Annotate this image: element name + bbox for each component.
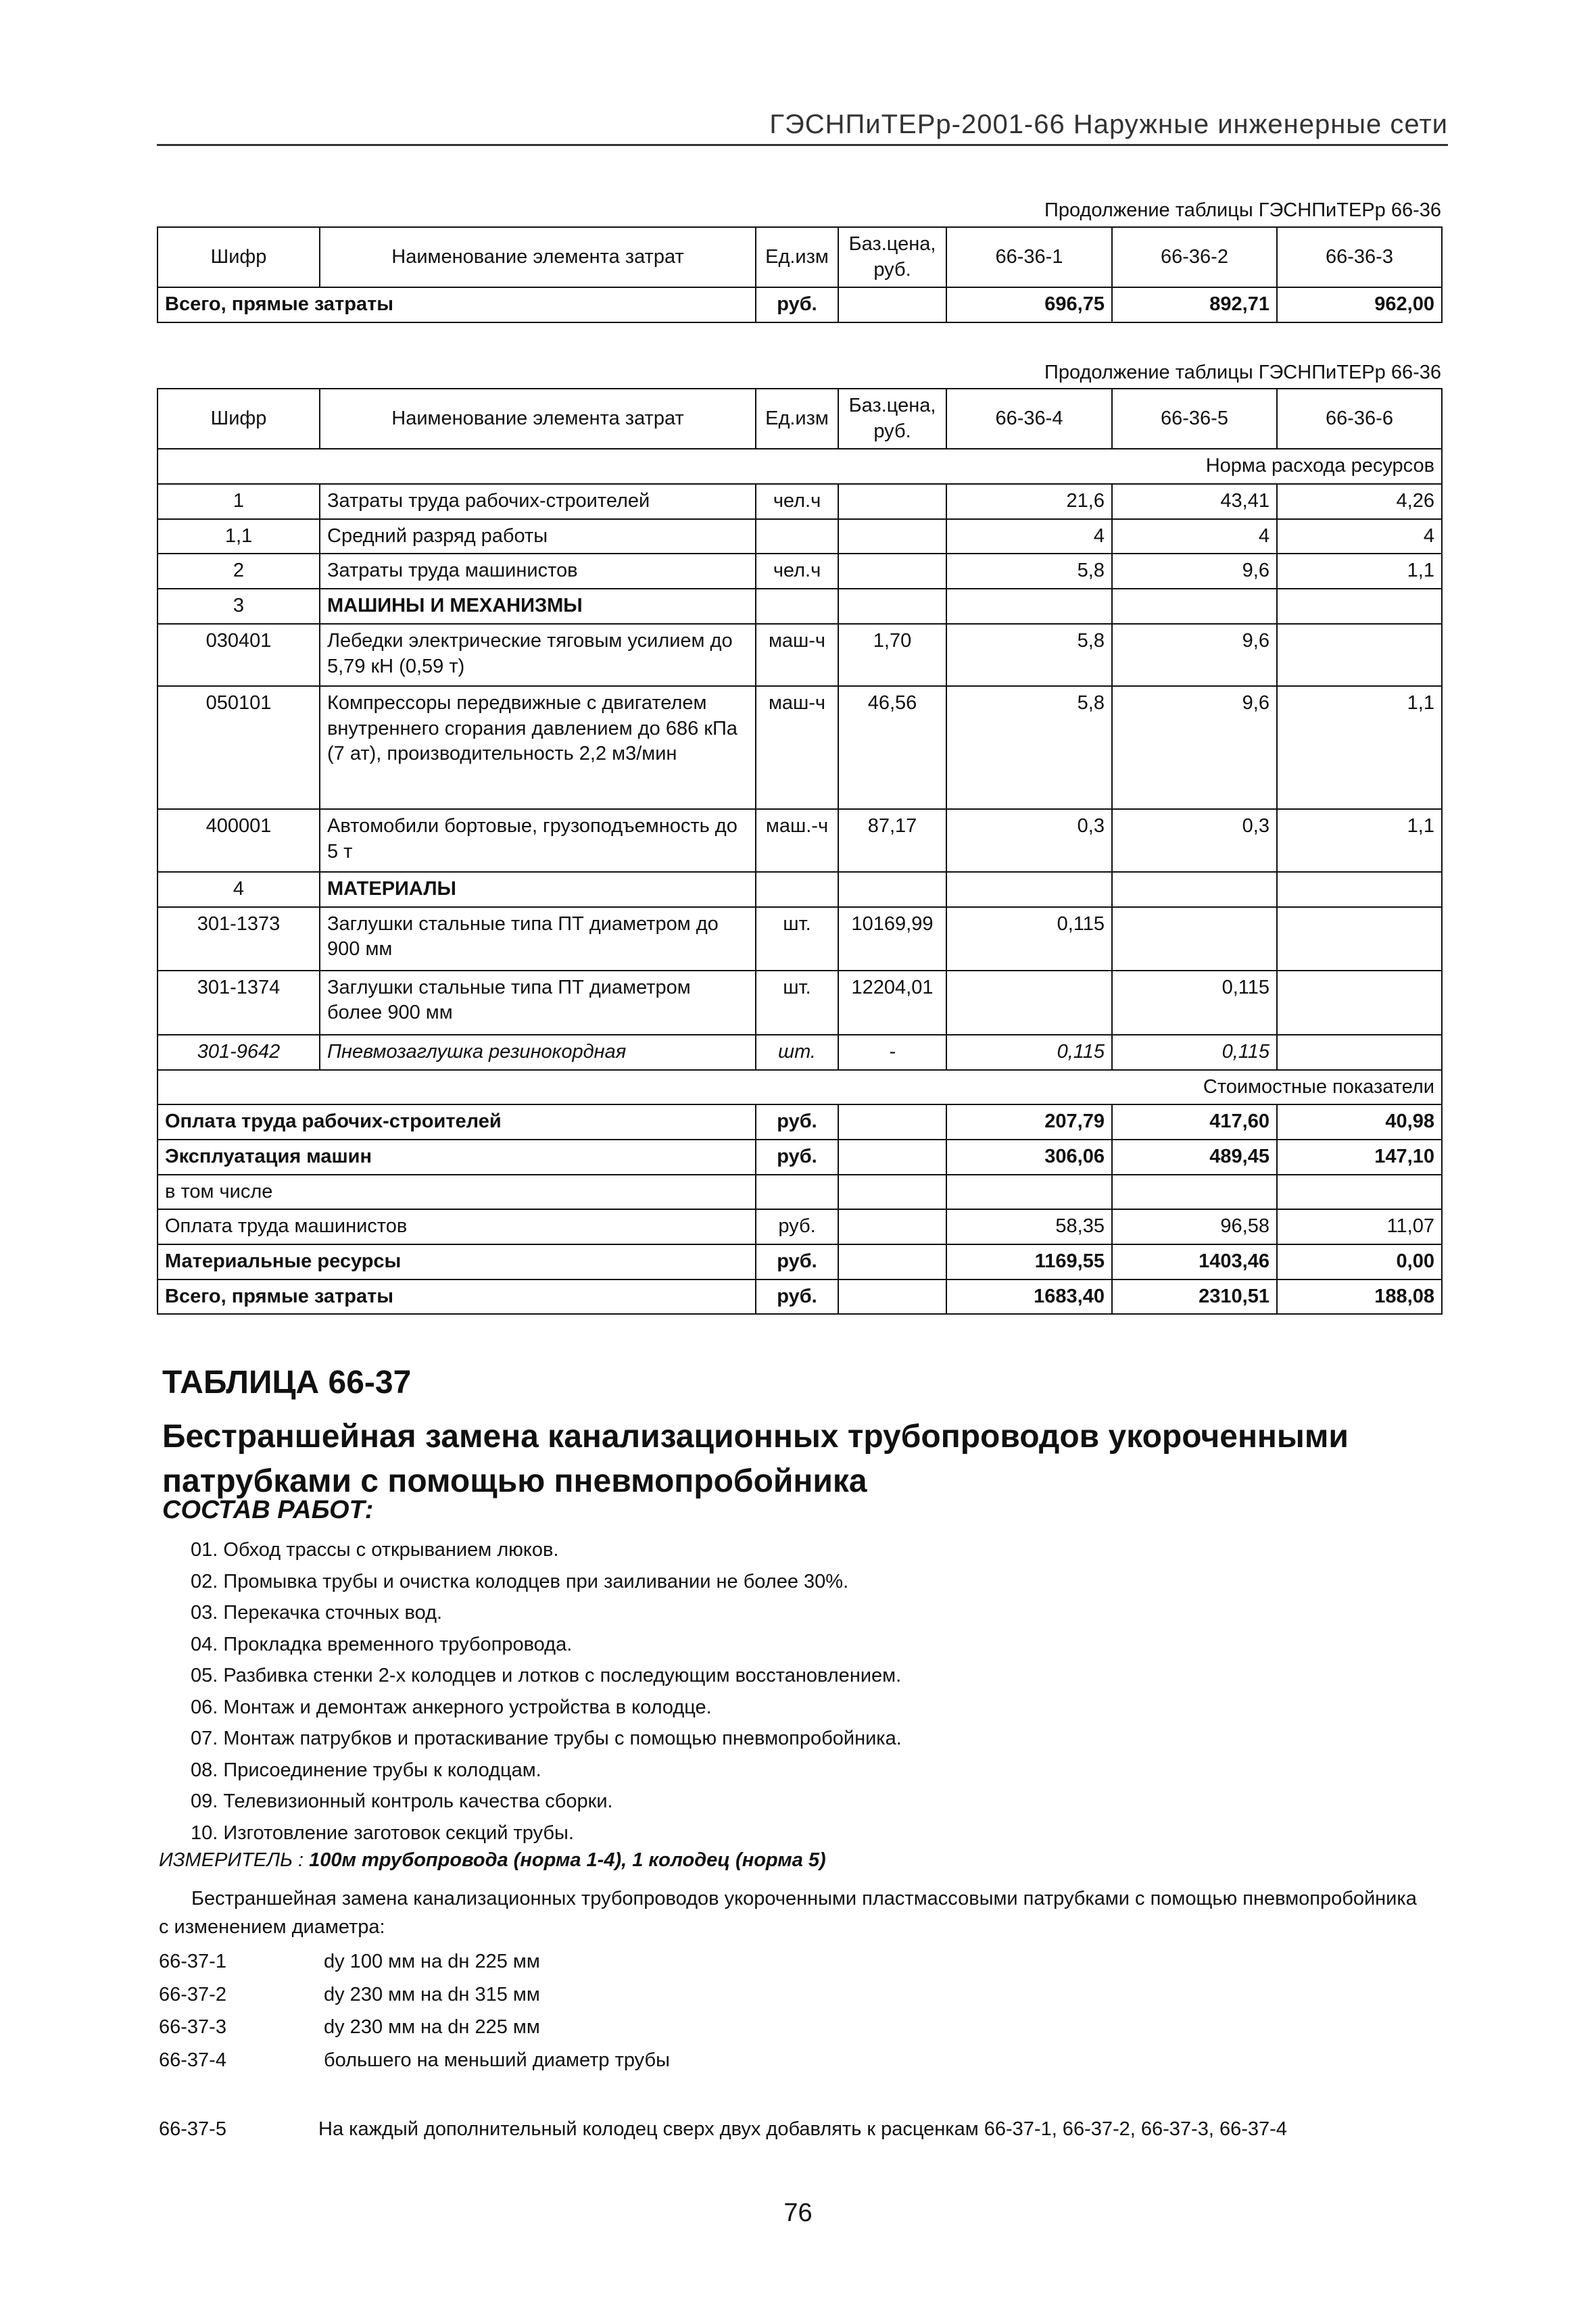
- resource-price: -: [838, 1035, 946, 1070]
- resource-name: МАТЕРИАЛЫ: [320, 872, 756, 907]
- resource-v3: [1277, 907, 1442, 971]
- resource-v3: 4: [1277, 519, 1442, 554]
- resource-v3: [1277, 1035, 1442, 1070]
- table1: [157, 226, 1443, 323]
- resource-unit: чел.ч: [756, 554, 838, 589]
- resource-price: 12204,01: [838, 971, 946, 1035]
- measure: [159, 1849, 826, 1872]
- cost-v3: 0,00: [1277, 1244, 1442, 1280]
- code-text: dy 230 мм на dн 225 мм: [324, 2016, 540, 2038]
- resource-name: Затраты труда машинистов: [320, 554, 756, 589]
- resource-v2: 0,115: [1112, 971, 1277, 1035]
- resource-v1: 21,6: [946, 484, 1112, 519]
- cost-label-cell: Оплата труда машинистов: [158, 1209, 756, 1244]
- total-price: [838, 287, 946, 322]
- resource-code: 4: [158, 872, 320, 907]
- code-id: 66-37-3: [159, 2016, 226, 2038]
- resource-row: [158, 624, 1442, 686]
- resource-v2: 9,6: [1112, 554, 1277, 589]
- resource-unit: [756, 872, 838, 907]
- cost-price: [838, 1175, 946, 1210]
- cost-price: [838, 1280, 946, 1315]
- work-item: 09. Телевизионный контроль качества сборки.: [191, 1790, 613, 1812]
- cost-v2: [1112, 1175, 1277, 1210]
- resource-code: 301-1373: [158, 907, 320, 971]
- code-text: dy 230 мм на dн 315 мм: [324, 1983, 540, 2005]
- resource-v1: [946, 971, 1112, 1035]
- resource-v2: 4: [1112, 519, 1277, 554]
- resource-v2: [1112, 589, 1277, 624]
- page-number: 76: [783, 2199, 813, 2227]
- col-price-header: Баз.цена, руб.: [838, 227, 946, 287]
- resource-row: [158, 686, 1442, 809]
- table1-header-row: [158, 227, 1442, 287]
- extra-code: 66-37-5: [159, 2118, 226, 2140]
- code-row: [159, 1945, 670, 1978]
- cost-label-cell: Эксплуатация машин: [158, 1140, 756, 1175]
- resource-unit: шт.: [756, 1035, 838, 1070]
- code-row: [159, 2011, 670, 2044]
- cost-v3: 11,07: [1277, 1209, 1442, 1244]
- cost-unit: [756, 1175, 838, 1210]
- works-heading: СОСТАВ РАБОТ:: [162, 1496, 374, 1524]
- table2-header-row: [158, 389, 1442, 449]
- resource-name: Лебедки электрические тяговым усилием до 5,79 кН (0,59 т): [320, 624, 756, 686]
- resource-name: Заглушки стальные типа ПТ диаметром до 900 мм: [320, 907, 756, 971]
- cost-v1: 58,35: [946, 1209, 1112, 1244]
- resource-row: [158, 971, 1442, 1035]
- resource-v3: [1277, 872, 1442, 907]
- cost-v3: [1277, 1175, 1442, 1210]
- resource-v1: 5,8: [946, 624, 1112, 686]
- resource-code: 301-9642: [158, 1035, 320, 1070]
- cost-v2: 96,58: [1112, 1209, 1277, 1244]
- code-row: [159, 1978, 670, 2012]
- resource-v1: [946, 872, 1112, 907]
- resource-price: [838, 519, 946, 554]
- col-name-header: Наименование элемента затрат: [320, 227, 756, 287]
- norm-label: Норма расхода ресурсов: [158, 449, 1442, 484]
- resource-v3: 1,1: [1277, 809, 1442, 872]
- resource-v1: 4: [946, 519, 1112, 554]
- resource-name: Автомобили бортовые, грузоподъемность до 5 т: [320, 809, 756, 872]
- cost-v3: 188,08: [1277, 1280, 1442, 1315]
- resource-unit: чел.ч: [756, 484, 838, 519]
- work-item: 05. Разбивка стенки 2-х колодцев и лотков с последующим восстановлением.: [191, 1665, 902, 1686]
- cost-price: [838, 1244, 946, 1280]
- resource-unit: маш-ч: [756, 686, 838, 809]
- work-item: 08. Присоединение трубы к колодцам.: [191, 1759, 541, 1781]
- running-header: ГЭСНПиТЕРр-2001-66 Наружные инженерные сети: [157, 109, 1448, 146]
- resource-code: 050101: [158, 686, 320, 809]
- cost-unit: руб.: [756, 1104, 838, 1140]
- cost-label: Стоимостные показатели: [158, 1070, 1442, 1105]
- resource-code: 1: [158, 484, 320, 519]
- cost-label-cell: Всего, прямые затраты: [158, 1280, 756, 1315]
- resource-price: [838, 554, 946, 589]
- resource-v3: 1,1: [1277, 554, 1442, 589]
- resource-v1: 0,115: [946, 907, 1112, 971]
- cost-v1: [946, 1175, 1112, 1210]
- resource-code: 030401: [158, 624, 320, 686]
- work-item: 01. Обход трассы с открыванием люков.: [191, 1539, 559, 1561]
- resource-code: 400001: [158, 809, 320, 872]
- cost-v2: 417,60: [1112, 1104, 1277, 1140]
- cost-unit: руб.: [756, 1209, 838, 1244]
- resource-price: 1,70: [838, 624, 946, 686]
- measure-value: 100м трубопровода (норма 1-4), 1 колодец (норма 5): [309, 1849, 826, 1871]
- code-text: dy 100 мм на dн 225 мм: [324, 1951, 540, 1972]
- resource-v3: 4,26: [1277, 484, 1442, 519]
- resource-name: Пневмозаглушка резинокордная: [320, 1035, 756, 1070]
- work-item: 03. Перекачка сточных вод.: [191, 1602, 443, 1624]
- table1-caption: Продолжение таблицы ГЭСНПиТЕРр 66-36: [1044, 199, 1441, 221]
- resource-name: Затраты труда рабочих-строителей: [320, 484, 756, 519]
- work-item: 04. Прокладка временного трубопровода.: [191, 1633, 573, 1655]
- cost-label-cell: в том числе: [158, 1175, 756, 1210]
- resource-v1: 0,115: [946, 1035, 1112, 1070]
- codes-list: [159, 1945, 670, 2076]
- cost-row: [158, 1104, 1442, 1140]
- resource-v1: 5,8: [946, 686, 1112, 809]
- cost-row: [158, 1244, 1442, 1280]
- resource-code: 301-1374: [158, 971, 320, 1035]
- code-row: [159, 2044, 670, 2077]
- code-text: большего на меньший диаметр трубы: [324, 2049, 670, 2071]
- total-unit: руб.: [756, 287, 838, 322]
- resource-code: 2: [158, 554, 320, 589]
- code-id: 66-37-1: [159, 1951, 226, 1972]
- resource-price: 87,17: [838, 809, 946, 872]
- resource-v3: [1277, 624, 1442, 686]
- cost-v1: 1683,40: [946, 1280, 1112, 1315]
- resource-row: [158, 809, 1442, 872]
- resource-v2: 9,6: [1112, 686, 1277, 809]
- code-id: 66-37-2: [159, 1983, 226, 2005]
- total-v2: 892,71: [1112, 287, 1277, 322]
- resource-price: [838, 589, 946, 624]
- resource-name: Заглушки стальные типа ПТ диаметром более 900 мм: [320, 971, 756, 1035]
- col-v1-header: 66-36-4: [946, 389, 1112, 449]
- cost-label-cell: Материальные ресурсы: [158, 1244, 756, 1280]
- resource-unit: [756, 519, 838, 554]
- resource-unit: маш-ч: [756, 624, 838, 686]
- col-v3-header: 66-36-6: [1277, 389, 1442, 449]
- resource-price: [838, 872, 946, 907]
- section-title: ТАБЛИЦА 66-37: [162, 1365, 412, 1400]
- resource-v2: 0,3: [1112, 809, 1277, 872]
- col-code-header: Шифр: [158, 389, 320, 449]
- cost-v3: 40,98: [1277, 1104, 1442, 1140]
- resource-unit: маш.-ч: [756, 809, 838, 872]
- extra-code-row: [159, 2118, 1287, 2141]
- resource-row: [158, 1035, 1442, 1070]
- resource-v2: 0,115: [1112, 1035, 1277, 1070]
- col-unit-header: Ед.изм: [756, 389, 838, 449]
- resource-v1: [946, 589, 1112, 624]
- works-list: [191, 1534, 1407, 1849]
- extra-text: На каждый дополнительный колодец сверх двух добавлять к расценкам 66-37-1, 66-37-2, 66-37-3, 66-37-4: [318, 2118, 1287, 2140]
- cost-v2: 2310,51: [1112, 1280, 1277, 1315]
- resource-price: 10169,99: [838, 907, 946, 971]
- cost-v1: 1169,55: [946, 1244, 1112, 1280]
- resource-v2: [1112, 907, 1277, 971]
- cost-price: [838, 1104, 946, 1140]
- work-item: 10. Изготовление заготовок секций трубы.: [191, 1822, 574, 1844]
- cost-unit: руб.: [756, 1244, 838, 1280]
- resource-code: 3: [158, 589, 320, 624]
- resource-row: [158, 589, 1442, 624]
- norm-label-row: [158, 449, 1442, 484]
- resource-v3: [1277, 589, 1442, 624]
- table2-caption: Продолжение таблицы ГЭСНПиТЕРр 66-36: [1044, 362, 1441, 383]
- resource-price: 46,56: [838, 686, 946, 809]
- cost-row: [158, 1140, 1442, 1175]
- table2: [157, 388, 1443, 1315]
- resource-price: [838, 484, 946, 519]
- resource-unit: шт.: [756, 907, 838, 971]
- total-label: Всего, прямые затраты: [158, 287, 756, 322]
- resource-row: [158, 484, 1442, 519]
- col-v2-header: 66-36-2: [1112, 227, 1277, 287]
- resource-v1: 5,8: [946, 554, 1112, 589]
- cost-unit: руб.: [756, 1280, 838, 1315]
- resource-code: 1,1: [158, 519, 320, 554]
- measure-label: ИЗМЕРИТЕЛЬ :: [159, 1849, 304, 1871]
- code-id: 66-37-4: [159, 2049, 226, 2071]
- resource-row: [158, 554, 1442, 589]
- resource-row: [158, 519, 1442, 554]
- col-price-header: Баз.цена, руб.: [838, 389, 946, 449]
- col-v3-header: 66-36-3: [1277, 227, 1442, 287]
- cost-price: [838, 1209, 946, 1244]
- cost-row: [158, 1175, 1442, 1210]
- cost-v1: 306,06: [946, 1140, 1112, 1175]
- col-name-header: Наименование элемента затрат: [320, 389, 756, 449]
- resource-row: [158, 907, 1442, 971]
- resource-v3: 1,1: [1277, 686, 1442, 809]
- resource-row: [158, 872, 1442, 907]
- resource-unit: [756, 589, 838, 624]
- work-item: 02. Промывка трубы и очистка колодцев при заиливании не более 30%.: [191, 1570, 849, 1592]
- total-v1: 696,75: [946, 287, 1112, 322]
- work-item: 07. Монтаж патрубков и протаскивание трубы с помощью пневмопробойника.: [191, 1728, 902, 1749]
- total-v3: 962,00: [1277, 287, 1442, 322]
- description: Бестраншейная замена канализационных трубопроводов укороченными пластмассовыми патрубками с помощью пневмопробойника с изменением диаметра:: [159, 1888, 1417, 1939]
- resource-name: МАШИНЫ И МЕХАНИЗМЫ: [320, 589, 756, 624]
- col-code-header: Шифр: [158, 227, 320, 287]
- cost-rows: [158, 1104, 1442, 1314]
- work-item: 06. Монтаж и демонтаж анкерного устройства в колодце.: [191, 1696, 712, 1718]
- resource-unit: шт.: [756, 971, 838, 1035]
- table1-total-row: [158, 287, 1442, 322]
- cost-label-cell: Оплата труда рабочих-строителей: [158, 1104, 756, 1140]
- resource-name: Средний разряд работы: [320, 519, 756, 554]
- cost-v1: 207,79: [946, 1104, 1112, 1140]
- resource-v2: 43,41: [1112, 484, 1277, 519]
- cost-label-row: [158, 1070, 1442, 1105]
- col-v2-header: 66-36-5: [1112, 389, 1277, 449]
- section-subtitle: Бестраншейная замена канализационных трубопроводов укороченными патрубками с помощью пневмопробойника: [162, 1419, 1349, 1500]
- resource-name: Компрессоры передвижные с двигателем внутреннего сгорания давлением до 686 кПа (7 ат), производительность 2,2 м3/мин: [320, 686, 756, 809]
- cost-v3: 147,10: [1277, 1140, 1442, 1175]
- resource-v2: 9,6: [1112, 624, 1277, 686]
- resource-v3: [1277, 971, 1442, 1035]
- cost-v2: 489,45: [1112, 1140, 1277, 1175]
- resource-v2: [1112, 872, 1277, 907]
- cost-v2: 1403,46: [1112, 1244, 1277, 1280]
- col-v1-header: 66-36-1: [946, 227, 1112, 287]
- cost-unit: руб.: [756, 1140, 838, 1175]
- resource-v1: 0,3: [946, 809, 1112, 872]
- col-unit-header: Ед.изм: [756, 227, 838, 287]
- cost-row: [158, 1209, 1442, 1244]
- resource-rows: [158, 484, 1442, 1069]
- cost-price: [838, 1140, 946, 1175]
- cost-row: [158, 1280, 1442, 1315]
